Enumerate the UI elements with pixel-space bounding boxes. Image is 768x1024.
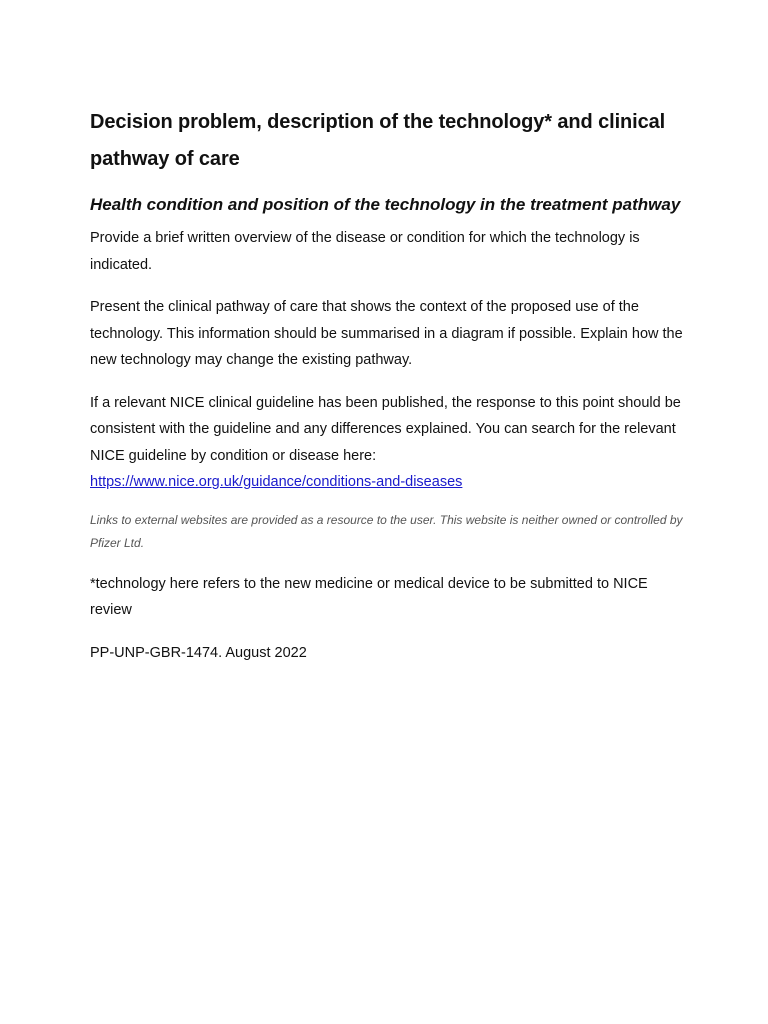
document-body bbox=[90, 104, 690, 682]
reference-code: PP-UNP-GBR-1474. August 2022 bbox=[90, 644, 307, 661]
external-links-disclaimer: Links to external websites are provided as a resource to the user. This website is neither owned or controlled by Pfizer Ltd. bbox=[90, 512, 683, 550]
page-title: Decision problem, description of the technology* and clinical pathway of care bbox=[90, 111, 666, 170]
section-subtitle: Health condition and position of the technology in the treatment pathway bbox=[90, 195, 681, 214]
overview-paragraph: Provide a brief written overview of the disease or condition for which the technology is indicated. bbox=[90, 230, 640, 273]
technology-footnote: *technology here refers to the new medicine or medical device to be submitted to NICE review bbox=[90, 575, 648, 618]
nice-guidance-link[interactable]: https://www.nice.org.uk/guidance/conditions-and-diseases bbox=[90, 474, 463, 490]
pathway-paragraph: Present the clinical pathway of care that shows the context of the proposed use of the technology. This information should be summarised in a diagram if possible. Explain how the new technology may change the existing pathway. bbox=[90, 299, 683, 368]
guideline-paragraph bbox=[90, 390, 690, 496]
guideline-text: If a relevant NICE clinical guideline has been published, the response to this point should be consistent with the guideline and any differences explained. You can search for the relevant NICE guideline by condition or disease here: bbox=[90, 394, 681, 464]
